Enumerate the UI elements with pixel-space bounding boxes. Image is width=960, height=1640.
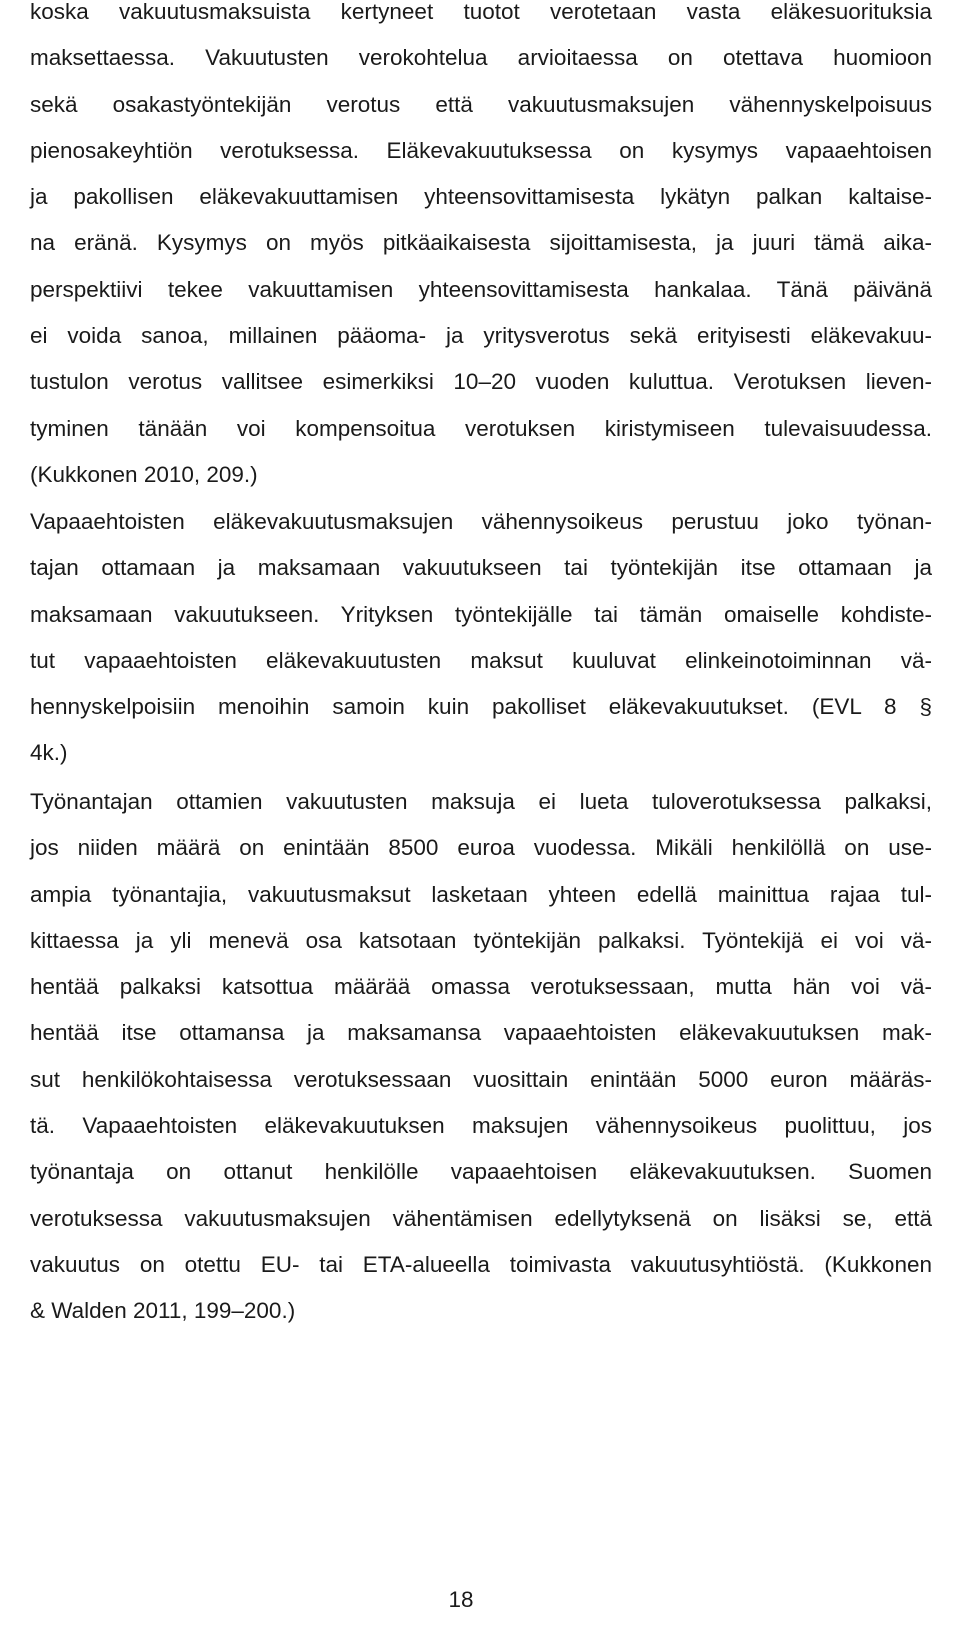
paragraph-3 bbox=[30, 779, 932, 1335]
text-line: koska vakuutusmaksuista kertyneet tuotot verotetaan vasta eläkesuorituksia bbox=[30, 0, 932, 24]
text-line: työnantaja on ottanut henkilölle vapaaehtoisen eläkevakuutuksen. Suomen bbox=[30, 1159, 932, 1185]
text-line: ja pakollisen eläkevakuuttamisen yhteensovittamisesta lykätyn palkan kaltaise- bbox=[30, 184, 932, 210]
text-line: maksettaessa. Vakuutusten verokohtelua arvioitaessa on otettava huomioon bbox=[30, 45, 932, 71]
text-line: tustulon verotus vallitsee esimerkiksi 10–20 vuoden kuluttua. Verotuksen lieven- bbox=[30, 369, 932, 395]
text-line: 4k.) bbox=[30, 740, 68, 766]
text-line: hentää itse ottamansa ja maksamansa vapaaehtoisten eläkevakuutuksen mak- bbox=[30, 1020, 932, 1046]
text-line: tä. Vapaaehtoisten eläkevakuutuksen maksujen vähennysoikeus puolittuu, jos bbox=[30, 1113, 932, 1139]
text-line: ei voida sanoa, millainen pääoma- ja yritysverotus sekä erityisesti eläkevakuu- bbox=[30, 323, 932, 349]
text-line: jos niiden määrä on enintään 8500 euroa vuodessa. Mikäli henkilöllä on use- bbox=[30, 835, 932, 861]
text-line: verotuksessa vakuutusmaksujen vähentämisen edellytyksenä on lisäksi se, että bbox=[30, 1205, 932, 1231]
text-line: vakuutus on otettu EU- tai ETA-alueella toimivasta vakuutusyhtiöstä. (Kukkonen bbox=[30, 1251, 932, 1277]
text-line: kittaessa ja yli menevä osa katsotaan työntekijän palkaksi. Työntekijä ei voi vä- bbox=[30, 927, 932, 953]
text-line: perspektiivi tekee vakuuttamisen yhteensovittamisesta hankalaa. Tänä päivänä bbox=[30, 276, 932, 302]
text-line: Työnantajan ottamien vakuutusten maksuja ei lueta tuloverotuksessa palkaksi, bbox=[30, 789, 932, 814]
paragraph-1 bbox=[30, 0, 932, 498]
text-line: pienosakeyhtiön verotuksessa. Eläkevakuutuksessa on kysymys vapaaehtoisen bbox=[30, 137, 932, 163]
text-line: hennyskelpoisiin menoihin samoin kuin pakolliset eläkevakuutukset. (EVL 8 § bbox=[30, 694, 932, 720]
text-line: ampia työnantajia, vakuutusmaksut lasketaan yhteen edellä mainittua rajaa tul- bbox=[30, 881, 932, 907]
text-line: hentää palkaksi katsottua määrää omassa verotuksessaan, mutta hän voi vä- bbox=[30, 974, 932, 1000]
text-line: maksamaan vakuutukseen. Yrityksen työntekijälle tai tämän omaiselle kohdiste- bbox=[30, 601, 932, 627]
text-line: Vapaaehtoisten eläkevakuutusmaksujen vähennysoikeus perustuu joko työnan- bbox=[30, 509, 932, 534]
text-line: sut henkilökohtaisessa verotuksessaan vuosittain enintään 5000 euron määräs- bbox=[30, 1066, 932, 1092]
text-line: & Walden 2011, 199–200.) bbox=[30, 1298, 296, 1324]
text-line: (Kukkonen 2010, 209.) bbox=[30, 461, 258, 487]
text-line: tut vapaaehtoisten eläkevakuutusten maksut kuuluvat elinkeinotoiminnan vä- bbox=[30, 647, 932, 673]
text-line: sekä osakastyöntekijän verotus että vakuutusmaksujen vähennyskelpoisuus bbox=[30, 91, 932, 117]
paragraph-2 bbox=[30, 499, 932, 777]
text-line: tajan ottamaan ja maksamaan vakuutukseen tai työntekijän itse ottamaan ja bbox=[30, 555, 932, 581]
text-line: na eränä. Kysymys on myös pitkäaikaisesta sijoittamisesta, ja juuri tämä aika- bbox=[30, 230, 932, 256]
text-line: tyminen tänään voi kompensoitua verotuksen kiristymiseen tulevaisuudessa. bbox=[30, 415, 932, 441]
page-number: 18 bbox=[448, 1587, 474, 1612]
